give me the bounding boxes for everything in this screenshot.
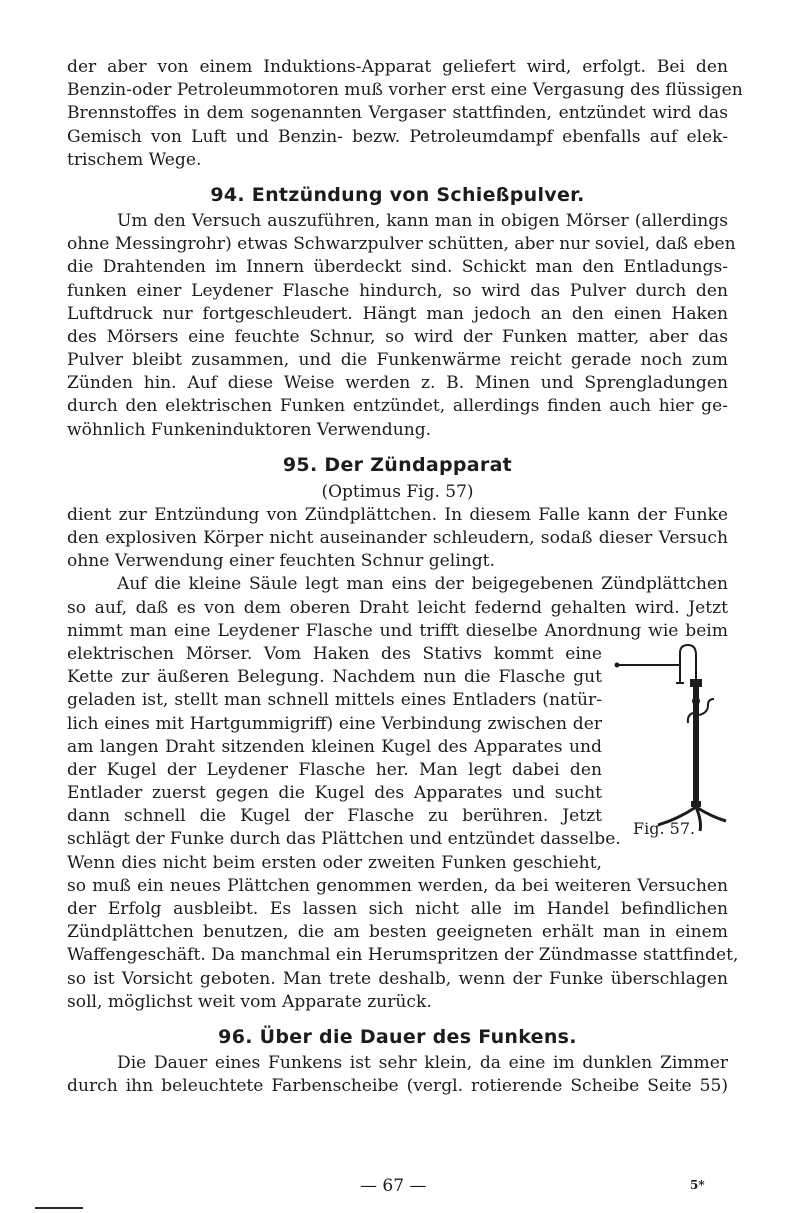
text-line: so muß ein neues Plättchen genommen werden, da bei weiteren Versuchen	[67, 875, 728, 896]
signature-mark: 5*	[690, 1178, 705, 1192]
section-95-paragraph-2	[67, 875, 739, 1014]
text-line: durch den elektrischen Funken entzündet, allerdings finden auch hier ge-	[67, 396, 728, 417]
text-line: der aber von einem Induktions-Apparat geliefert wird, erfolgt. Bei den	[67, 57, 728, 77]
text-line: des Mörsers eine feuchte Schnur, so wird der Funken matter, aber das	[67, 326, 728, 347]
text-line: ohne Messingrohr) etwas Schwarzpulver schütten, aber nur soviel, daß eben	[67, 234, 736, 255]
text-line: Waffengeschäft. Da manchmal ein Herumspritzen der Zündmasse stattfindet,	[67, 945, 739, 966]
text-line: geladen ist, stellt man schnell mittels eines Entladers (natür-	[67, 690, 602, 711]
text-line: Wenn dies nicht beim ersten oder zweiten Funken geschieht,	[67, 852, 602, 873]
text-line: Brennstoffes in dem sogenannten Vergaser stattfinden, entzündet wird das	[67, 103, 728, 124]
text-line: schlägt der Funke durch das Plättchen und entzündet dasselbe.	[67, 829, 621, 850]
text-line: so auf, daß es von dem oberen Draht leicht federnd gehalten wird. Jetzt	[67, 597, 728, 618]
text-line: wöhnlich Funkeninduktoren Verwendung.	[67, 419, 432, 440]
text-line: Zünden hin. Auf diese Weise werden z. B. Minen und Sprengladungen	[67, 373, 728, 394]
section-96-heading: 96. Über die Dauer des Funkens.	[218, 1025, 577, 1048]
text-line: der Erfolg ausbleibt. Es lassen sich nicht alle im Handel befindlichen	[67, 899, 728, 919]
text-line: Zündplättchen benutzen, die am besten geeigneten erhält man in einem	[67, 922, 728, 943]
text-line: Luftdruck nur fortgeschleudert. Hängt man jedoch an den einen Haken	[67, 303, 728, 324]
section-95-figure-block	[67, 643, 728, 875]
text-line: Auf die kleine Säule legt man eins der beigegebenen Zündplättchen	[117, 574, 728, 595]
text-line: dient zur Entzündung von Zündplättchen. In diesem Falle kann der Funke	[67, 504, 728, 525]
scan-edge-mark	[35, 1207, 83, 1209]
text-line: ohne Verwendung einer feuchten Schnur gelingt.	[67, 551, 495, 572]
section-95-heading: 95. Der Zündapparat	[282, 453, 513, 476]
intro-paragraph	[67, 56, 743, 172]
text-line: funken einer Leydener Flasche hindurch, so wird das Pulver durch den	[67, 280, 728, 301]
text-line: dann schnell die Kugel der Flasche zu berühren. Jetzt	[67, 806, 602, 827]
section-94-heading: 94. Entzündung von Schießpulver.	[210, 183, 585, 206]
text-line: am langen Draht sitzenden kleinen Kugel des Apparates und	[67, 736, 602, 757]
text-line: elektrischen Mörser. Vom Haken des Stativs kommt eine	[67, 643, 602, 664]
section-95-subheading: (Optimus Fig. 57)	[321, 481, 474, 502]
text-line: Um den Versuch auszuführen, kann man in obigen Mörser (allerdings	[117, 210, 728, 231]
section-95-paragraph-1	[67, 504, 728, 643]
text-line: nimmt man eine Leydener Flasche und trifft dieselbe Anordnung wie beim	[67, 620, 728, 641]
text-line: lich eines mit Hartgummigriff) eine Verbindung zwischen der	[67, 713, 602, 734]
text-line: durch ihn beleuchtete Farbenscheibe (vergl. rotierende Scheibe Seite 55)	[67, 1076, 728, 1097]
text-line: soll, möglichst weit vom Apparate zurück.	[67, 991, 432, 1012]
text-line: Die Dauer eines Funkens ist sehr klein, da eine im dunklen Zimmer	[117, 1052, 728, 1073]
figure-caption: Fig. 57.	[633, 818, 696, 838]
text-line: den explosiven Körper nicht auseinander schleudern, sodaß dieser Versuch	[67, 528, 728, 548]
text-line: der Kugel der Leydener Flasche her. Man legt dabei den	[67, 759, 602, 780]
text-line: Benzin-oder Petroleummotoren muß vorher erst eine Vergasung des flüssigen	[67, 80, 743, 101]
text-line: Entlader zuerst gegen die Kugel des Apparates und sucht	[67, 783, 602, 804]
text-line: Gemisch von Luft und Benzin- bezw. Petroleumdampf ebenfalls auf elek-	[67, 126, 728, 147]
text-line: trischem Wege.	[67, 149, 202, 170]
text-line: so ist Vorsicht geboten. Man trete deshalb, wenn der Funke überschlagen	[67, 968, 728, 989]
page-number: — 67 —	[360, 1176, 427, 1196]
text-line: die Drahtenden im Innern überdeckt sind. Schickt man den Entladungs-	[67, 257, 728, 278]
section-94-paragraph	[67, 210, 736, 442]
page-body	[67, 56, 743, 1098]
text-line: Pulver bleibt zusammen, und die Funkenwärme reicht gerade noch zum	[67, 350, 728, 371]
section-96-paragraph	[67, 1052, 728, 1098]
text-line: Kette zur äußeren Belegung. Nachdem nun die Flasche gut	[67, 667, 602, 688]
page-footer	[0, 1176, 800, 1200]
